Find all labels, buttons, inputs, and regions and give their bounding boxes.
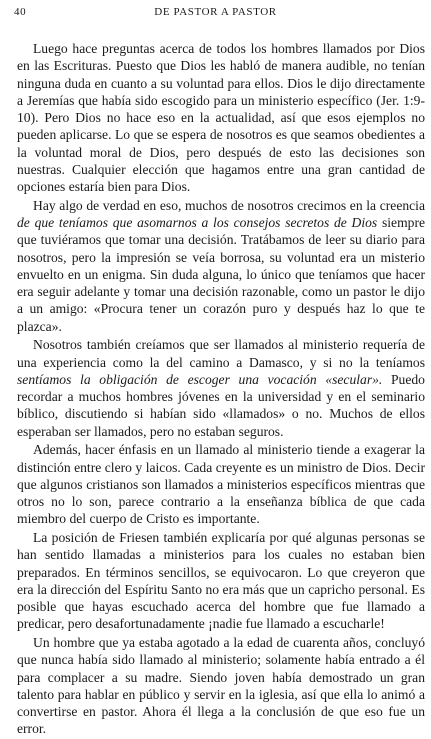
paragraph-text: Además, hacer énfasis en un llamado al ministerio tiende a exagerar la distinción entre clero y laicos. Cada creyente es un ministro de Dios. Decir que algunos cristianos son llamados a ministerios específicos mientras que otros no lo son, parece contrario a la enseñanza bíblica de que cada miembro del cuerpo de Cristo es importante.: [17, 442, 425, 527]
italic-text: de que teníamos que asomarnos a los consejos secretos de Dios: [17, 215, 378, 230]
page-number: 40: [14, 6, 27, 18]
paragraph-text: Un hombre que ya estaba agotado a la edad de cuarenta años, concluyó que nunca había sido llamado al ministerio; solamente había entrado a él para complacer a su madre. Siendo joven había demostrado un gran talento para hablar en público y servir en la iglesia, así que ella lo animó a convertirse en pastor. Ahora él llega a la conclusión de que eso fue un error.: [17, 635, 425, 737]
paragraph: [17, 529, 425, 633]
italic-text: sentíamos la obligación de escoger una vocación «secular».: [17, 371, 383, 387]
paragraph: [17, 40, 425, 195]
paragraph-text: Luego hace preguntas acerca de todos los hombres llamados por Dios en las Escrituras. Puesto que Dios les habló de manera audible, no tenían ninguna duda en cuanto a su voluntad para ellos. Dios le dijo directamente a Jeremías que había sido escogido para un ministerio específico (Jer. 1:9-10). Pero Dios no hace eso en la actualidad, así que esos ejemplos no pueden aplicarse. Lo que se espera de nosotros es que seamos obedientes a la voluntad moral de Dios, pero después de esto las decisiones son nuestras. Cualquier elección que hagamos entre una gran cantidad de opciones estaría bien para Dios.: [17, 41, 425, 194]
paragraph: [17, 441, 425, 527]
paragraph-text: siempre que tuviéramos que tomar una decisión. Tratábamos de leer su diario para nosotros, pero la impresión se veía borrosa, su voluntad era un misterio envuelto en un enigma. Sin duda alguna, lo único que teníamos que hacer era seguir adelante y tomar una decisión razonable, como un pastor le dijo a un amigo: «Procura tener un corazón puro y después haz lo que te plazca».: [17, 215, 426, 334]
paragraph-text: Hay algo de verdad en eso, muchos de nosotros crecimos en la creencia: [33, 197, 425, 213]
paragraph-text: Nosotros también creíamos que ser llamados al ministerio requería de una experiencia como la del camino a Damasco, y si no la teníamos: [17, 337, 425, 370]
page-header: [0, 6, 431, 24]
paragraph: [17, 197, 425, 335]
paragraph: [17, 634, 425, 738]
running-head: DE PASTOR A PASTOR: [154, 6, 277, 18]
paragraph: [17, 336, 425, 440]
paragraph-text: La posición de Friesen también explicaría por qué algunas personas se han sentido llamadas a ministerios para los cuales no estaban bien preparados. En términos sencillos, se equivocaron. Lo que creyeron que era la dirección del Espíritu Santo no era más que un capricho personal. Es posible que hayas escuchado acerca del hombre que fue llamado a predicar, pero desafortunadamente ¡nadie fue llamado a escucharle!: [17, 530, 425, 632]
body-text: [17, 40, 425, 739]
paragraph-text: Puedo recordar a muchos hombres jóvenes en la universidad y en el seminario bíblico, discutiendo si habían sido «llamados» o no. Muchos de ellos esperaban ser llamados, pero no estaban seguros.: [17, 371, 425, 439]
